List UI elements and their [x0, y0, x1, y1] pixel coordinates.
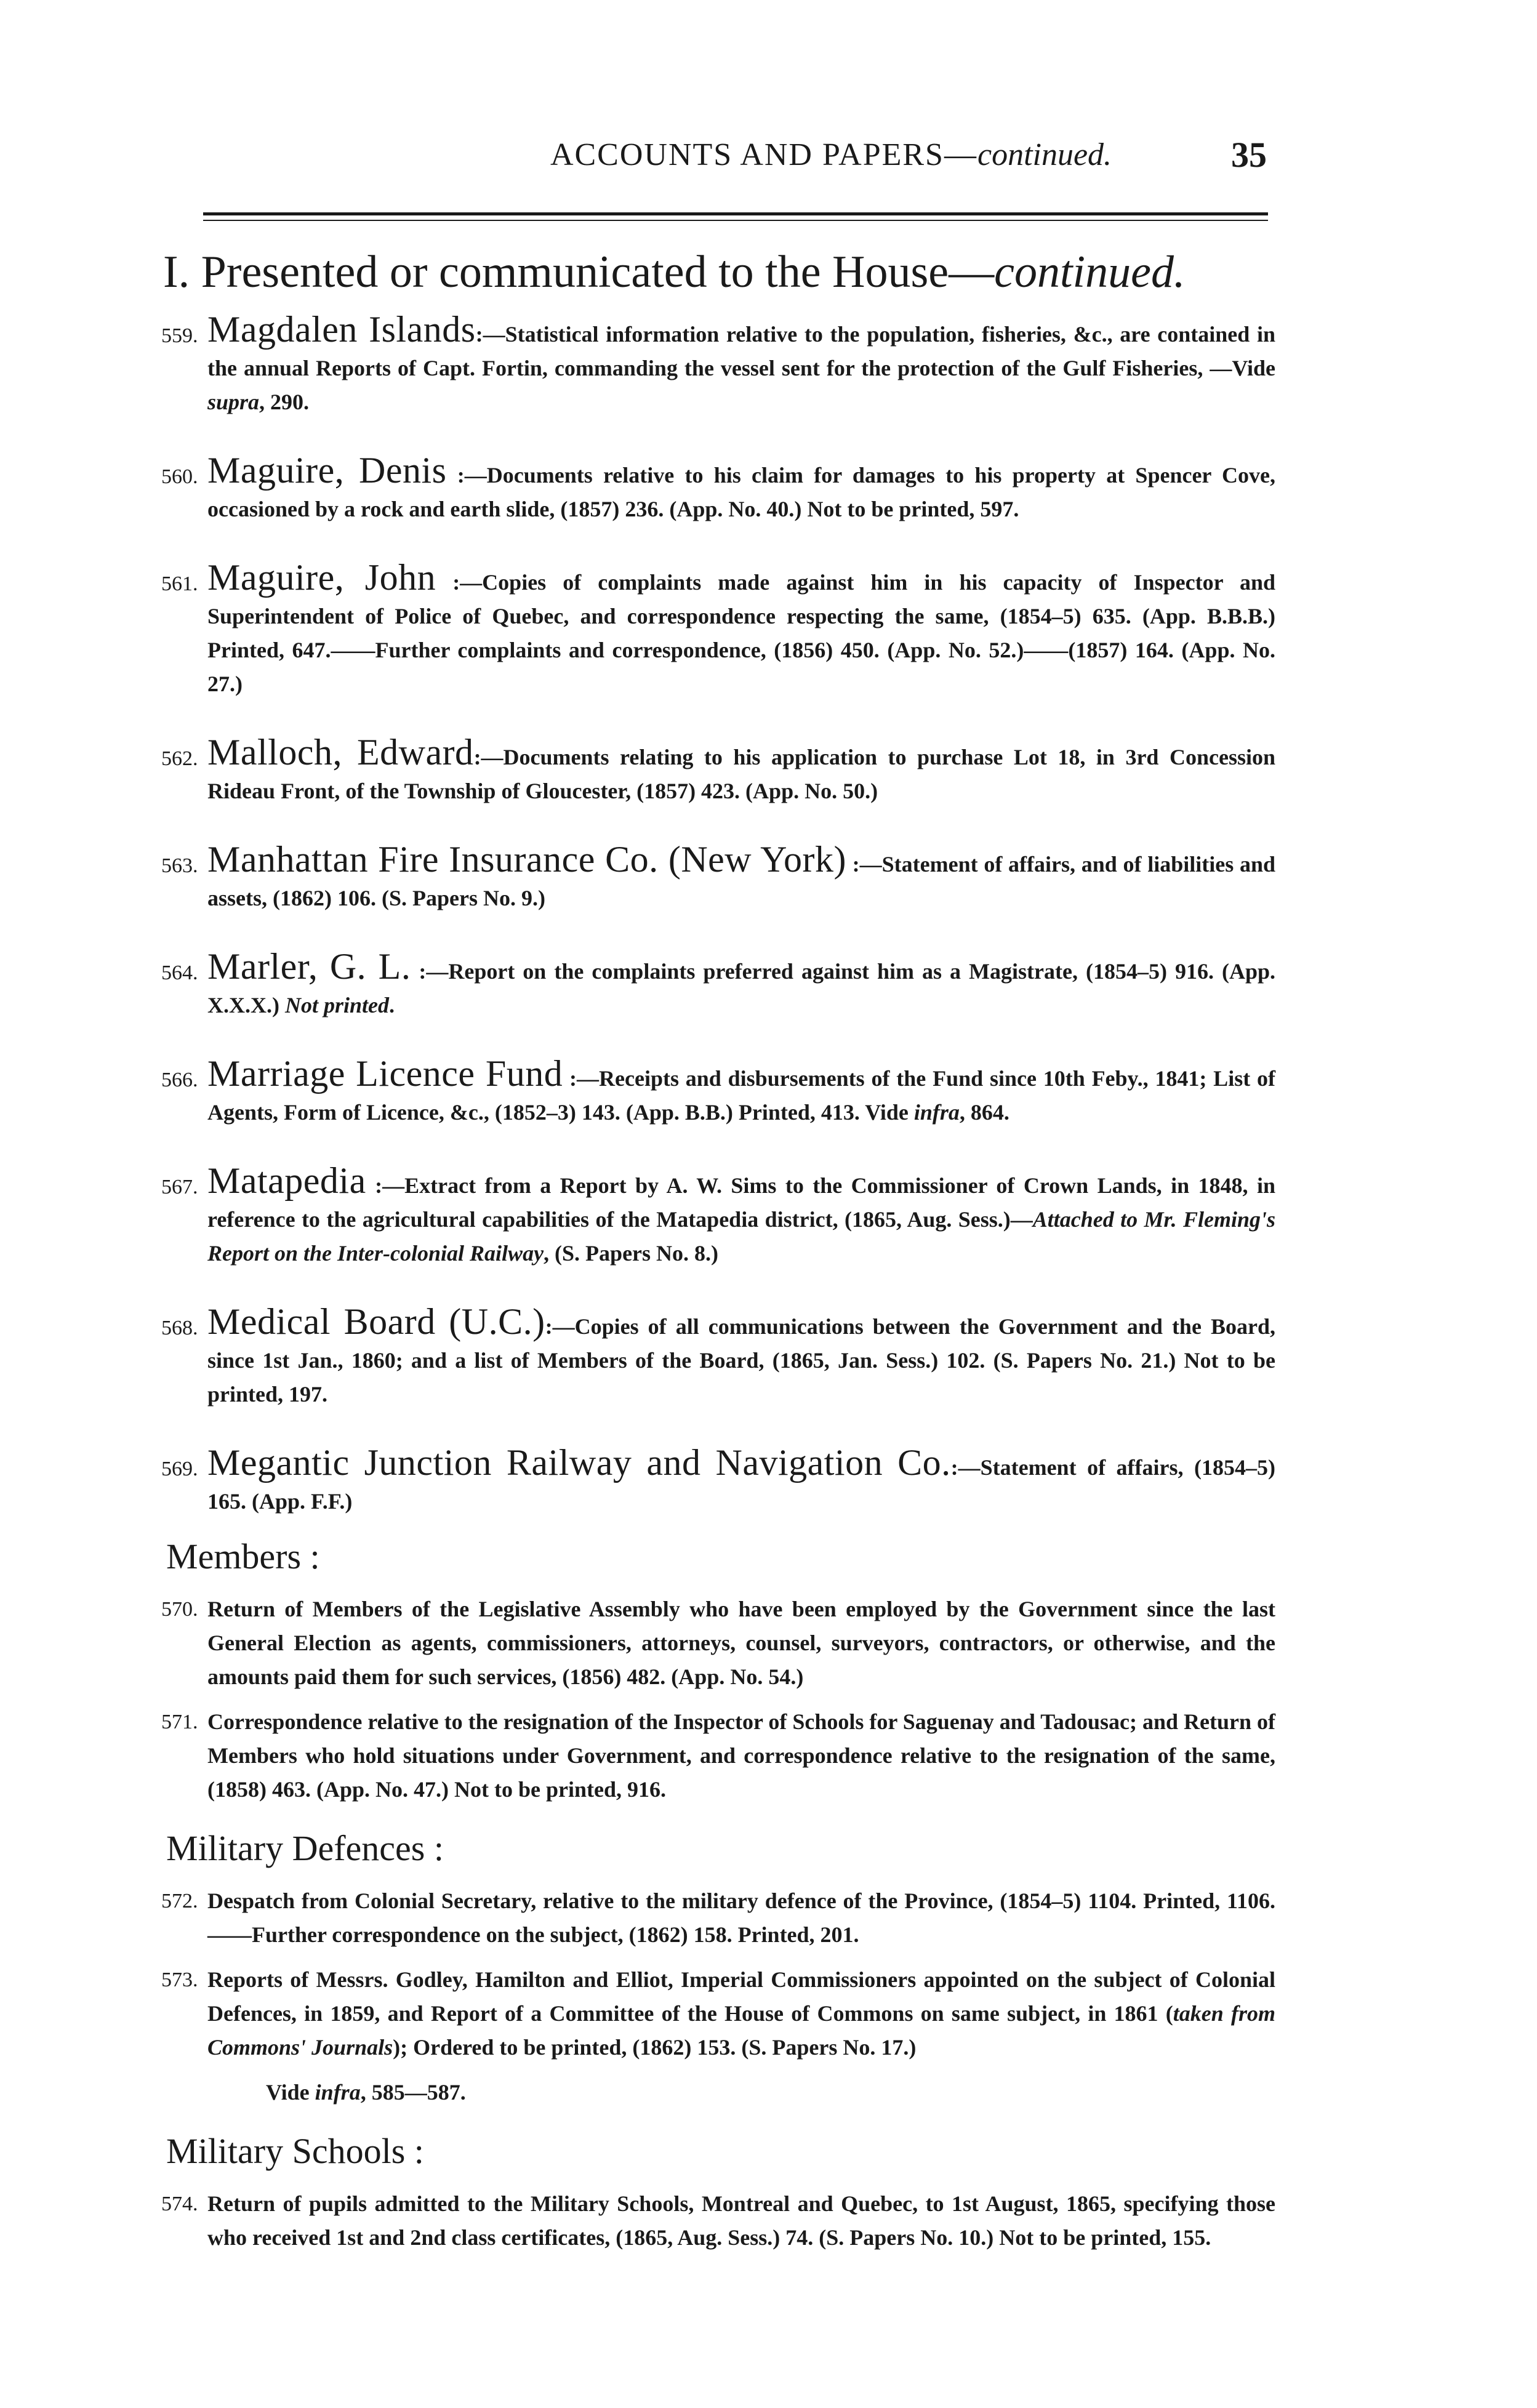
- entry-text: :—Receipts and disbursements of the Fund since 10th Feby., 1841; List of Agents, Form of Licence, &c., (1852–3) 143. (App. B.B.) Printed, 413. Vide: [207, 1066, 1275, 1125]
- entry-number: 571.: [161, 1711, 198, 1733]
- subheading-military-defences: Military Defences :: [166, 1828, 444, 1868]
- entry-571: [161, 1705, 1275, 1807]
- header-rule-thick: [203, 212, 1268, 215]
- entry-number: 573.: [161, 1969, 198, 1991]
- page-number: 35: [1231, 135, 1267, 175]
- running-head-continued: continued.: [977, 137, 1112, 172]
- entry-574: [161, 2187, 1275, 2255]
- running-head-text: ACCOUNTS AND PAPERS—: [550, 137, 977, 172]
- entry-number: 559.: [161, 324, 198, 347]
- entry-heading: Medical Board (U.C.): [207, 1301, 545, 1342]
- entry-text: :—Statement of affairs, (1854–5) 165. (App. F.F.): [207, 1455, 1276, 1514]
- entry-560: [161, 450, 1275, 526]
- entry-567: [161, 1160, 1275, 1270]
- entry-number: 569.: [161, 1458, 198, 1480]
- entry-heading: Matapedia: [207, 1160, 366, 1201]
- entry-italic: supra: [207, 390, 260, 414]
- vide-text: Vide: [266, 2080, 315, 2105]
- running-head: [394, 137, 1268, 173]
- entry-563: [161, 839, 1275, 915]
- entry-heading: Marriage Licence Fund: [207, 1053, 563, 1094]
- entry-number: 563.: [161, 854, 198, 877]
- entry-number: 560.: [161, 465, 198, 488]
- entry-561: [161, 557, 1275, 701]
- entry-570: [161, 1592, 1275, 1694]
- entry-italic: Attached to Mr. Fleming's Report on the Inter-colonial Railway: [207, 1207, 1275, 1266]
- entry-heading: Megantic Junction Railway and Navigation Co.: [207, 1442, 951, 1483]
- section-title-text: I. Presented or communicated to the House—: [163, 247, 995, 297]
- entry-italic: taken from Commons' Journals: [207, 2001, 1275, 2060]
- entry-text: :—Statement of affairs, and of liabilities and assets, (1862) 106. (S. Papers No. 9.): [207, 852, 1275, 910]
- entry-573: [161, 1963, 1275, 2065]
- entry-text: , 290.: [259, 390, 310, 414]
- entry-text: , (S. Papers No. 8.): [544, 1241, 719, 1266]
- entry-text: Correspondence relative to the resignation of the Inspector of Schools for Saguenay and Tadousac; and Return of Members who hold situations under Government, and correspondence relative to the resignation of the same, (1858) 463. (App. No. 47.) Not to be printed, 916.: [207, 1709, 1275, 1802]
- entries-body: [161, 309, 1276, 2266]
- entry-569: [161, 1442, 1276, 1519]
- entry-text: :—Documents relating to his application to purchase Lot 18, in 3rd Concession Rideau Front, of the Township of Gloucester, (1857) 423. (App. No. 50.): [207, 745, 1275, 803]
- entry-number: 574.: [161, 2193, 198, 2215]
- entry-number: 566.: [161, 1069, 198, 1091]
- entry-heading: Marler, G. L.: [207, 946, 411, 987]
- entry-number: 562.: [161, 747, 198, 770]
- entry-572: [161, 1884, 1275, 1952]
- entry-text: :—Copies of all communications between the Government and the Board, since 1st Jan., 1860; and a list of Members of the Board, (1865, Jan. Sess.) 102. (S. Papers No. 21.) Not to be printed, 197.: [207, 1314, 1275, 1407]
- section-title-continued: continued.: [994, 247, 1186, 297]
- entry-text: :—Copies of complaints made against him in his capacity of Inspector and Superintendent of Police of Quebec, and correspondence respecting the same, (1854–5) 635. (App. B.B.B.) Printed, 647.——Further complaints and correspondence, (1856) 450. (App. No. 52.)——(1857) 164. (App. No. 27.): [207, 570, 1275, 696]
- entry-text: ); Ordered to be printed, (1862) 153. (S. Papers No. 17.): [393, 2035, 917, 2060]
- entry-text: Despatch from Colonial Secretary, relative to the military defence of the Province, (1854–5) 1104. Printed, 1106.——Further correspondence on the subject, (1862) 158. Printed, 201.: [207, 1888, 1275, 1947]
- entry-italic: Not printed: [284, 993, 389, 1017]
- entry-566: [161, 1053, 1275, 1130]
- entry-heading: Malloch, Edward: [207, 732, 474, 773]
- entry-text: Reports of Messrs. Godley, Hamilton and Elliot, Imperial Commissioners appointed on the subject of Colonial Defences, in 1859, and Report of a Committee of the House of Commons on same subject, in 1861 (: [207, 1967, 1275, 2026]
- entry-text: :—Report on the complaints preferred against him as a Magistrate, (1854–5) 916. (App. X.X.X.): [207, 959, 1275, 1017]
- entry-559: [161, 309, 1275, 419]
- subheading-military-schools: Military Schools :: [166, 2131, 424, 2171]
- section-title: [163, 246, 1271, 299]
- vide-infra-note: [161, 2076, 1275, 2109]
- entry-number: 561.: [161, 572, 198, 595]
- header-rule-thin: [203, 220, 1268, 221]
- entry-number: 572.: [161, 1890, 198, 1912]
- entry-text: , 864.: [959, 1100, 1009, 1125]
- entry-568: [161, 1301, 1275, 1411]
- entry-564: [161, 946, 1275, 1022]
- entry-text: :—Extract from a Report by A. W. Sims to the Commissioner of Crown Lands, in 1848, in reference to the agricultural capabilities of the Matapedia district, (1865, Aug. Sess.)—: [207, 1173, 1275, 1232]
- entry-text: Return of pupils admitted to the Military Schools, Montreal and Quebec, to 1st August, 1865, specifying those who received 1st and 2nd class certificates, (1865, Aug. Sess.) 74. (S. Papers No. 10.) Not to be printed, 155.: [207, 2191, 1275, 2250]
- subheading-members: Members :: [166, 1536, 320, 1576]
- entry-text: :—Statistical information relative to the population, fisheries, &c., are contained in the annual Reports of Capt. Fortin, commanding the vessel sent for the protection of the Gulf Fisheries, —Vide: [207, 322, 1275, 380]
- entry-number: 570.: [161, 1598, 198, 1621]
- entry-italic: infra: [913, 1100, 960, 1125]
- entry-number: 567.: [161, 1176, 198, 1198]
- vide-italic: infra: [315, 2080, 361, 2105]
- entry-number: 568.: [161, 1317, 198, 1339]
- vide-text: , 585—587.: [360, 2080, 466, 2105]
- entry-number: 564.: [161, 961, 198, 984]
- entry-text: .: [389, 993, 395, 1017]
- entry-text: :—Documents relative to his claim for damages to his property at Spencer Cove, occasioned by a rock and earth slide, (1857) 236. (App. No. 40.) Not to be printed, 597.: [207, 463, 1275, 521]
- entry-heading: Maguire, Denis: [207, 450, 447, 491]
- entry-562: [161, 732, 1275, 808]
- entry-heading: Magdalen Islands: [207, 309, 476, 350]
- entry-heading: Manhattan Fire Insurance Co. (New York): [207, 839, 846, 880]
- entry-text: Return of Members of the Legislative Assembly who have been employed by the Government since the last General Election as agents, commissioners, attorneys, counsel, surveyors, contractors, or otherwise, and the amounts paid them for such services, (1856) 482. (App. No. 54.): [207, 1597, 1275, 1689]
- entry-heading: Maguire, John: [207, 557, 436, 598]
